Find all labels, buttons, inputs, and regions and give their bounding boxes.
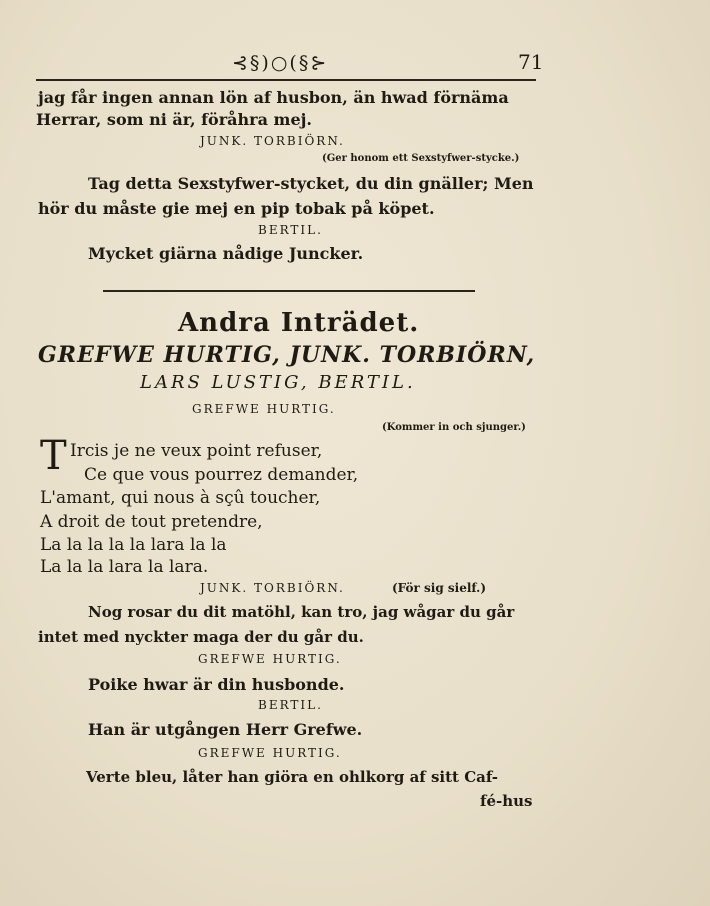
text-line: Verte bleu, låter han giöra en ohlkorg af sitt Caf- xyxy=(86,768,498,786)
stage-direction: (Ger honom ett Sexstyfwer-stycke.) xyxy=(322,153,520,164)
drop-capital: T xyxy=(40,433,67,479)
header-ornament: ⊰§)○(§⊱ xyxy=(232,52,329,74)
text-line: jag får ingen annan lön af husbon, än hwad förnäma xyxy=(38,88,509,107)
text-line: hör du måste gie mej en pip tobak på köpet. xyxy=(38,199,435,218)
speaker-label: BERTIL. xyxy=(258,223,323,237)
page-number: 71 xyxy=(518,50,544,74)
text-line: Herrar, som ni är, föråhra mej. xyxy=(36,110,312,129)
verse-line: La la la lara la lara. xyxy=(40,557,209,577)
verse-line: L'amant, qui nous à sçû toucher, xyxy=(40,488,321,508)
verse-line: Ce que vous pourrez demander, xyxy=(84,465,359,485)
verse-line: A droit de tout pretendre, xyxy=(40,512,263,532)
header-rule xyxy=(36,79,536,81)
text-line: Tag detta Sexstyfwer-stycket, du din gnäller; Men xyxy=(88,174,534,193)
text-line: intet med nyckter maga der du går du. xyxy=(38,628,364,646)
scene-title: Andra Inträdet. xyxy=(178,308,420,338)
text-line: fé-hus xyxy=(480,792,533,810)
stage-direction: (Kommer in och sjunger.) xyxy=(382,422,526,433)
text-line: Mycket giärna nådige Juncker. xyxy=(88,244,364,263)
speaker-label: GREFWE HURTIG. xyxy=(198,652,342,666)
speaker-label: GREFWE HURTIG. xyxy=(192,402,336,416)
cast-line: LARS LUSTIG, BERTIL. xyxy=(140,372,416,393)
speaker-label: JUNK. TORBIÖRN. xyxy=(200,134,345,148)
section-rule xyxy=(103,290,475,292)
text-line: Nog rosar du dit matöhl, kan tro, jag wågar du går xyxy=(88,603,515,621)
text-line: Poike hwar är din husbonde. xyxy=(88,675,345,694)
speaker-label: BERTIL. xyxy=(258,698,323,712)
verse-line: Ircis je ne veux point refuser, xyxy=(70,441,323,461)
speaker-label: GREFWE HURTIG. xyxy=(198,746,342,760)
stage-direction: (För sig sielf.) xyxy=(392,581,487,595)
text-line: Han är utgången Herr Grefwe. xyxy=(88,720,363,739)
speaker-label: JUNK. TORBIÖRN. xyxy=(200,581,345,595)
verse-line: La la la la la lara la la xyxy=(40,535,227,555)
cast-line: GREFWE HURTIG, JUNK. TORBIÖRN, xyxy=(38,342,536,368)
